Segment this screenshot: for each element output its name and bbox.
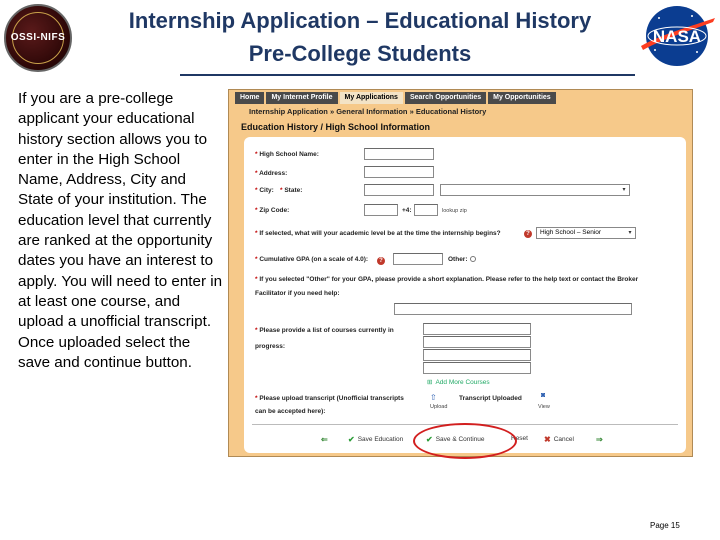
city-label: * City: [255, 187, 274, 194]
gpa-other-radio[interactable] [470, 256, 476, 262]
upload-link[interactable]: Upload [430, 404, 448, 410]
highlight-circle [413, 423, 517, 459]
academic-level-select[interactable]: High School – Senior ▾ [536, 227, 636, 239]
zip-label: * Zip Code: [255, 207, 290, 214]
gpa-other-label: Other: [448, 256, 468, 263]
courses-label-2: progress: [255, 343, 285, 350]
add-more-courses-button[interactable]: ⊞ Add More Courses [427, 378, 490, 386]
cancel-button[interactable]: ✖ Cancel [544, 435, 574, 444]
course-field-2[interactable] [423, 336, 531, 348]
logo-text: OSSI-NIFS [10, 32, 66, 43]
high-school-name-field[interactable] [364, 148, 434, 160]
reset-button[interactable]: Reset [511, 435, 528, 442]
zip-ext-field[interactable] [414, 204, 438, 216]
back-button[interactable] [321, 435, 328, 444]
nasa-logo [637, 4, 717, 68]
course-field-3[interactable] [423, 349, 531, 361]
lookup-zip-link[interactable]: lookup zip [442, 208, 467, 214]
transcript-uploaded-label: Transcript Uploaded [459, 395, 522, 402]
header-divider [180, 74, 635, 76]
zip-ext-label: +4: [402, 207, 412, 214]
title-line-2: Pre-College Students [248, 41, 472, 66]
course-field-4[interactable] [423, 362, 531, 374]
chevron-down-icon: ▾ [622, 187, 626, 193]
gpa-explain-label-2: Facilitator if you need help: [255, 290, 340, 297]
gpa-label: * Cumulative GPA (on a scale of 4.0): [255, 256, 369, 263]
view-icon[interactable]: ◙ [541, 392, 546, 399]
gpa-explain-field[interactable] [394, 303, 632, 315]
add-icon: ⊞ [427, 379, 433, 386]
tab-search-opportunities[interactable]: Search Opportunities [405, 92, 486, 104]
embedded-screenshot [228, 89, 693, 457]
page-number: Page 15 [650, 521, 680, 530]
gpa-field[interactable] [393, 253, 443, 265]
tab-my-internet-profile[interactable]: My Internet Profile [266, 92, 337, 104]
tab-home[interactable]: Home [235, 92, 264, 104]
gpa-explain-label: * If you selected "Other" for your GPA, please provide a short explanation. Please refer to the help text or contact the Broker [255, 276, 639, 283]
chevron-down-icon: ▾ [628, 230, 632, 236]
transcript-label: * Please upload transcript (Unofficial transcripts [255, 395, 404, 402]
ossi-nifs-logo [4, 4, 72, 72]
state-label: * State: [280, 187, 303, 194]
help-icon[interactable]: ? [524, 230, 532, 238]
arrow-left-icon: ⇐ [321, 435, 328, 444]
check-icon: ✔ [426, 435, 433, 444]
instruction-text: If you are a pre-college applicant your educational history section allows you to enter in the High School Name, Address, City and State of your institution. The education level that currently are ranked at the opportunity dates you have an interest to apply. You will need to enter in at least one course, and upload a unofficial transcript. Once uploaded select the save and continue button. [18, 90, 223, 371]
city-field[interactable] [364, 184, 434, 196]
address-field[interactable] [364, 166, 434, 178]
check-icon: ✔ [348, 435, 355, 444]
save-continue-button[interactable]: ✔ Save & Continue [426, 435, 485, 444]
next-button[interactable] [596, 435, 603, 444]
title-line-1: Internship Application – Educational History [128, 8, 592, 33]
transcript-label-2: can be accepted here): [255, 408, 326, 415]
state-select[interactable] [440, 184, 630, 196]
section-title: Education History / High School Information [241, 122, 431, 132]
academic-level-label: * If selected, what will your academic level be at the time the internship begins? [255, 230, 501, 237]
nasa-logo-text: NASA [652, 27, 702, 46]
tab-my-opportunities[interactable]: My Opportunities [488, 92, 556, 104]
tab-bar [235, 92, 556, 104]
course-field-1[interactable] [423, 323, 531, 335]
close-icon: ✖ [544, 435, 551, 444]
high-school-name-label: * High School Name: [255, 151, 319, 158]
form-panel [244, 137, 686, 453]
courses-label: * Please provide a list of courses currently in [255, 327, 394, 334]
arrow-right-icon: ⇒ [596, 435, 603, 444]
address-label: * Address: [255, 170, 288, 177]
page-title [90, 4, 630, 70]
save-education-button[interactable]: ✔ Save Education [348, 435, 404, 444]
upload-icon[interactable]: ⇧ [430, 393, 437, 402]
help-icon[interactable]: ? [377, 257, 385, 265]
tab-my-applications[interactable]: My Applications [340, 92, 403, 104]
view-link[interactable]: View [538, 404, 550, 410]
breadcrumb: Internship Application » General Information » Educational History [249, 107, 487, 116]
zip-field[interactable] [364, 204, 398, 216]
